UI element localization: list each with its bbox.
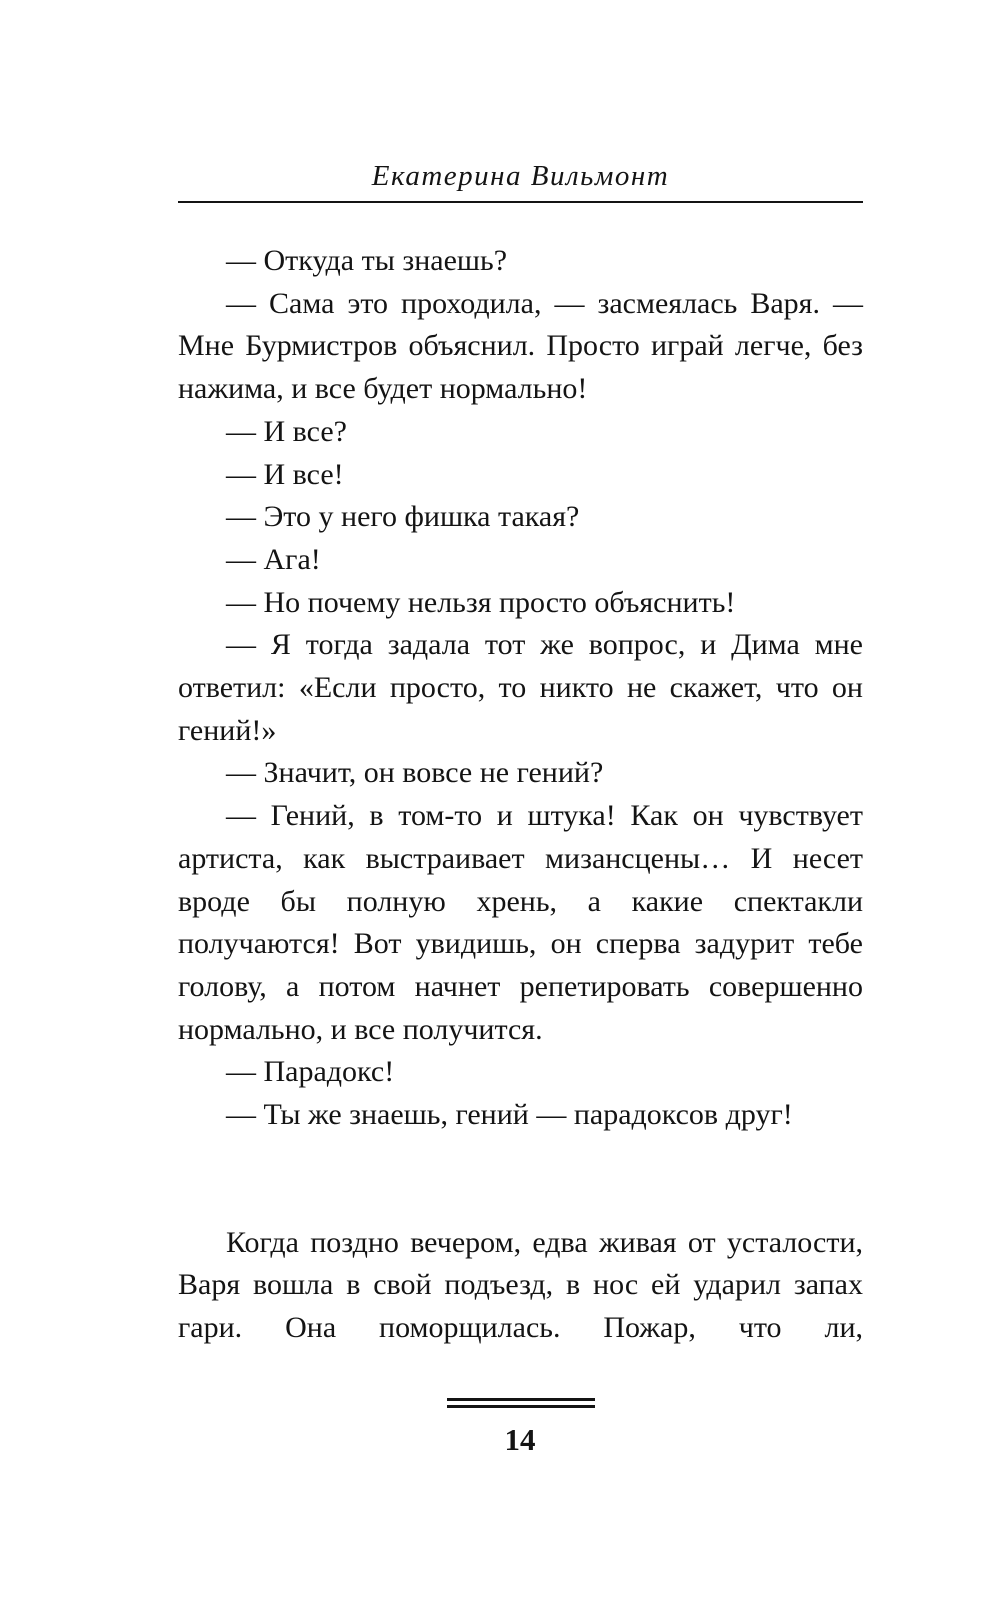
section-break bbox=[178, 1137, 863, 1222]
paragraph-2: — Сама это проходила, — засмеялась Варя. — Мне Бурмистров объяснил. Просто играй легче, без нажима, и все будет нормально! bbox=[178, 286, 863, 406]
running-head-author: Екатерина Вильмонт bbox=[371, 160, 670, 192]
paragraph-6: — Ага! bbox=[226, 542, 321, 576]
paragraph-13: Когда поздно вечером, едва живая от усталости, Варя вошла в свой подъезд, в нос ей ударил запах гари. Она поморщилась. Пожар, что ли, bbox=[178, 1225, 863, 1345]
paragraph-5: — Это у него фишка такая? bbox=[226, 500, 580, 534]
paragraph-3: — И все? bbox=[226, 414, 347, 448]
header-rule bbox=[178, 201, 863, 203]
footer-rule-bottom bbox=[447, 1405, 595, 1408]
paragraph-10: — Гений, в том-то и штука! Как он чувствует артиста, как выстраивает мизансцены… И несет вроде бы полную хрень, а какие спектакли получаются! Вот увидишь, он сперва задурит тебе голову, а потом начнет репетировать совершенно нормально, и все получится. bbox=[178, 799, 863, 1046]
paragraph-12: — Ты же знаешь, гений — парадоксов друг! bbox=[226, 1098, 793, 1132]
paragraph-11: — Парадокс! bbox=[226, 1055, 395, 1089]
page-number: 14 bbox=[504, 1422, 536, 1457]
body-text bbox=[178, 240, 863, 1350]
paragraph-4: — И все! bbox=[226, 457, 344, 491]
footer-double-rule bbox=[447, 1398, 595, 1412]
paragraph-8: — Я тогда задала тот же вопрос, и Дима мне ответил: «Если просто, то никто не скажет, что он гений!» bbox=[178, 628, 863, 747]
paragraph-7: — Но почему нельзя просто объяснить! bbox=[226, 585, 736, 619]
footer-rule-top bbox=[447, 1398, 595, 1401]
paragraph-1: — Откуда ты знаешь? bbox=[226, 244, 508, 277]
paragraph-9: — Значит, он вовсе не гений? bbox=[226, 756, 604, 790]
